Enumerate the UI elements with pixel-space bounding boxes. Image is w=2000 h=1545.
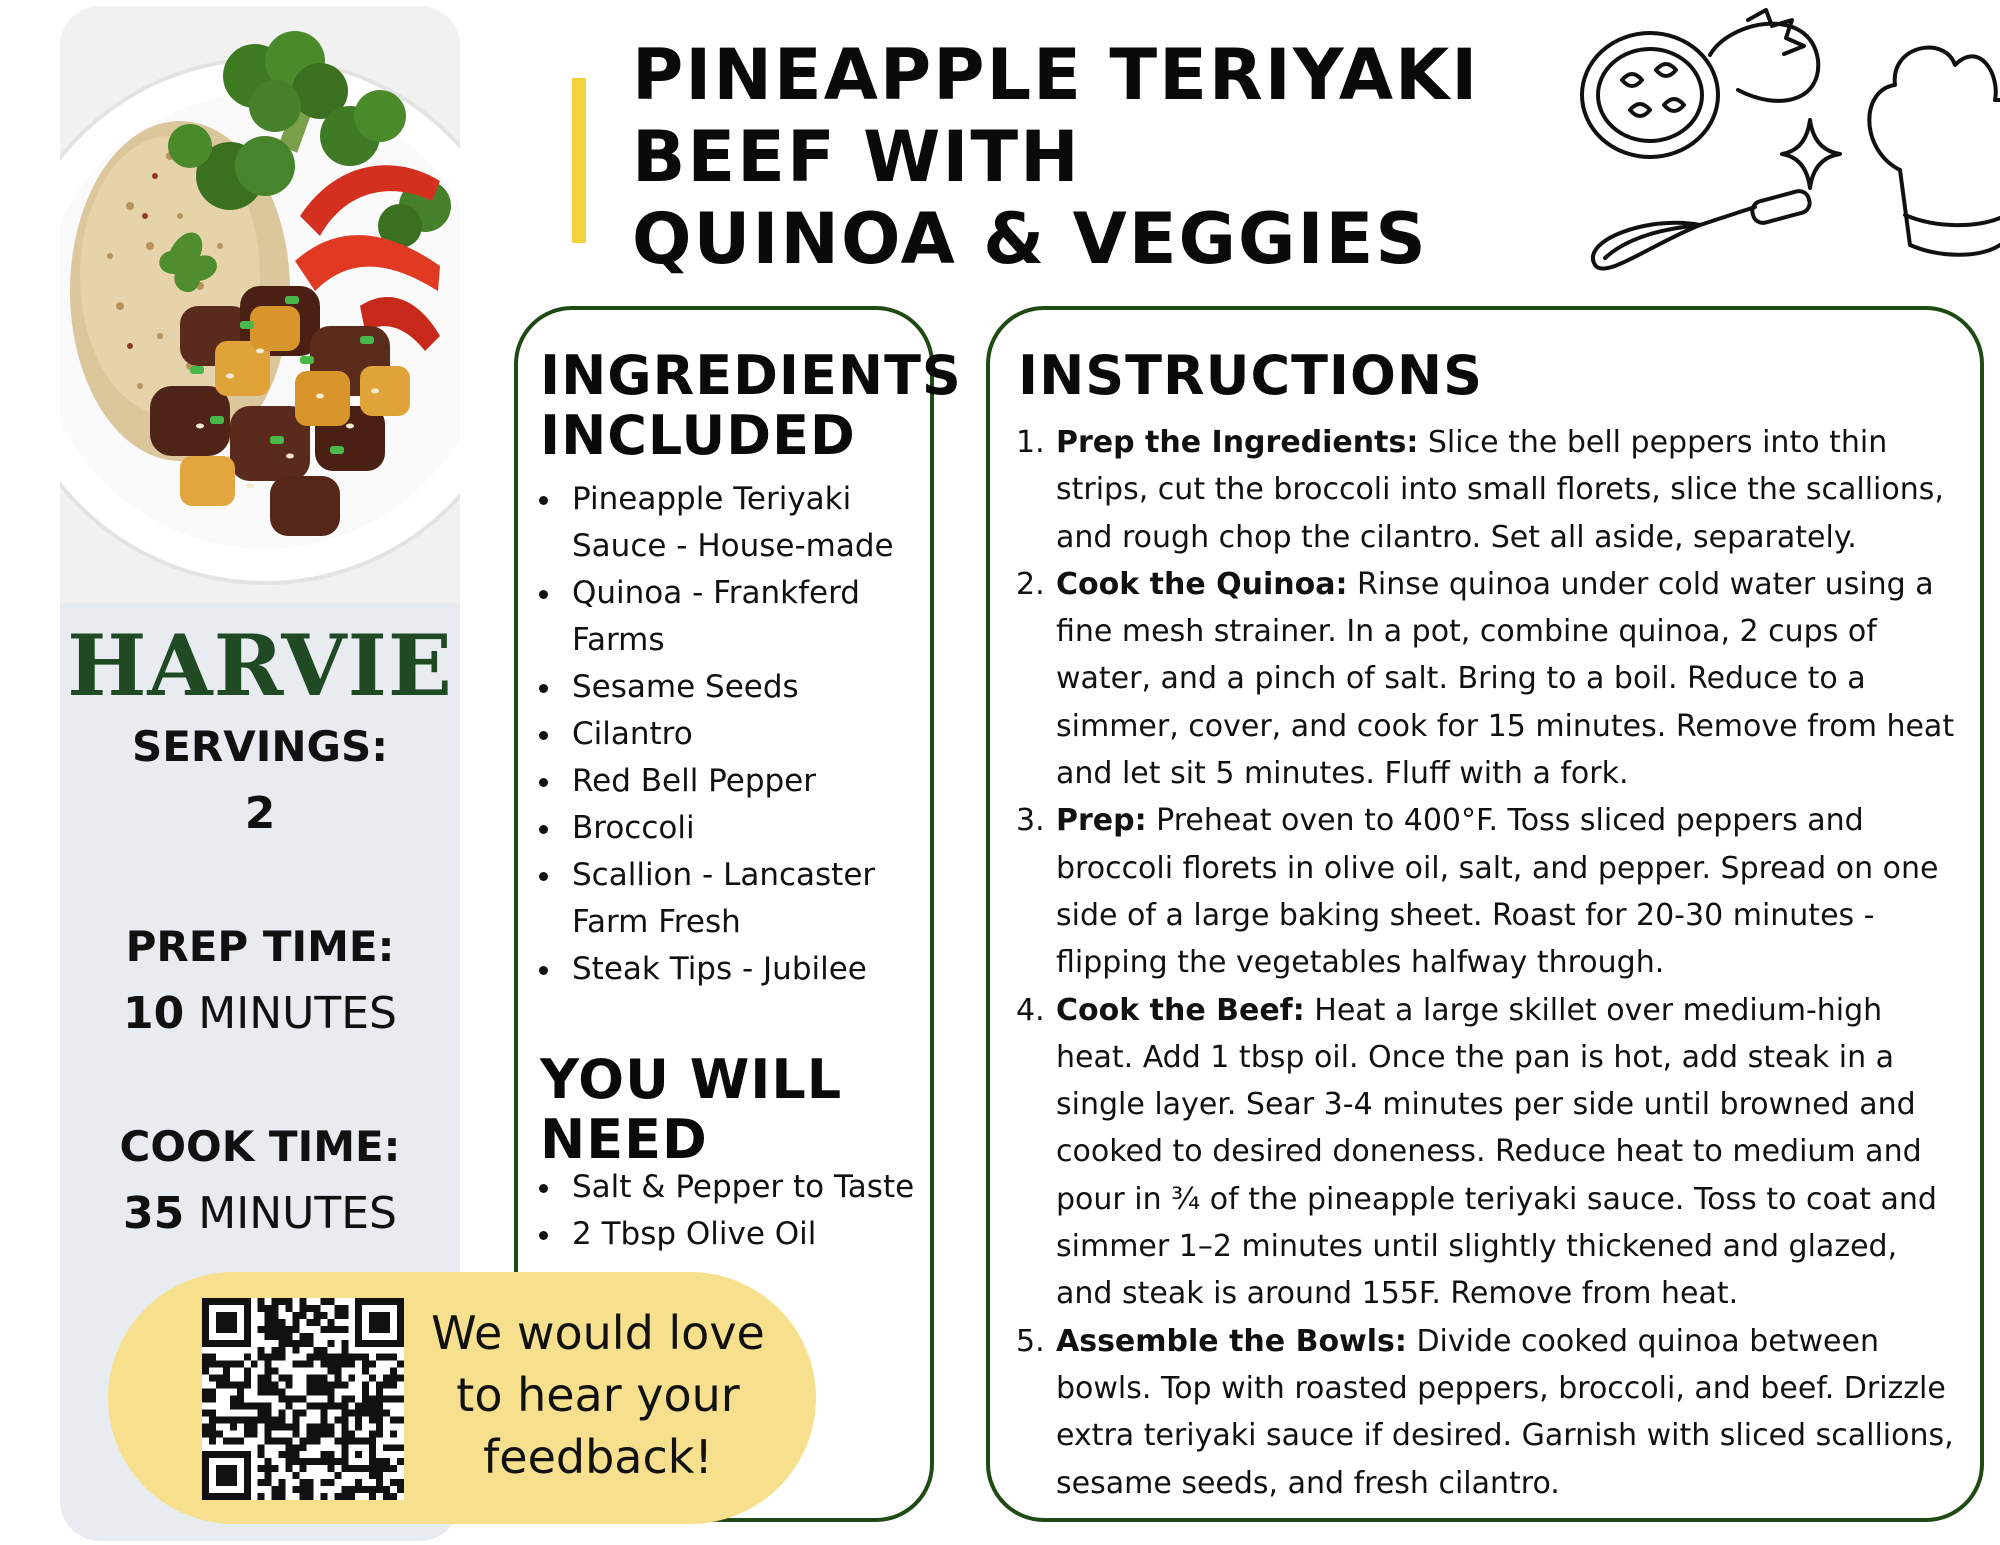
list-item: Red Bell Pepper [534,758,924,805]
title-line-2: BEEF WITH [632,116,1081,198]
instruction-step [1016,419,1958,561]
step-number: 5. [1016,1323,1045,1359]
list-item: Steak Tips - Jubilee [534,946,924,993]
ingredients-heading-line-1: INGREDIENTS [540,344,962,407]
sparkle-doodle [1782,120,1840,188]
instructions-heading: INSTRUCTIONS [1018,344,1483,407]
step-text: Heat a large skillet over medium-high heat. Add 1 tbsp oil. Once the pan is hot, add steak in a single layer. Sear 3-4 minutes per side until browned and cooked to desired doneness. Reduce heat to medium and pour in ¾ of the pineapple teriyaki sauce. Toss to coat and simmer 1–2 minutes until slightly thickened and glazed, and steak is around 155F. Remove from heat. [1056,992,1937,1312]
instruction-step [1016,561,1958,797]
list-item: Broccoli [534,805,924,852]
title-accent-bar [572,78,586,243]
you-will-need-heading [540,1050,842,1170]
prep-time-value [60,988,460,1039]
cook-time-unit: MINUTES [184,1188,397,1239]
step-text: Slice the bell peppers into thin strips, cut the broccoli into small florets, slice the scallions, and rough chop the cilantro. Set all aside, separately. [1056,425,1944,555]
feedback-line-3: feedback! [483,1430,713,1484]
step-number: 4. [1016,992,1045,1028]
step-text: Divide cooked quinoa between bowls. Top with roasted peppers, broccoli, and beef. Drizzle extra teriyaki sauce if desired. Garnish with sliced scallions, sesame seeds, and fresh cilantro. [1056,1323,1954,1501]
kitchen-doodles [1560,0,2000,285]
instruction-step [1016,987,1958,1318]
feedback-line-2: to hear your [456,1368,740,1422]
servings-label: SERVINGS: [131,722,389,771]
feedback-message [418,1302,778,1488]
step-number: 3. [1016,803,1045,839]
instructions-steps [1016,419,1958,1507]
you-will-need-list [534,1164,924,1258]
qr-code[interactable] [202,1298,404,1500]
step-text: Preheat oven to 400°F. Toss sliced peppers and broccoli florets in olive oil, salt, and pepper. Spread on one side of a large baking sheet. Roast for 20-30 minutes - flipping the vegetables halfway through. [1056,803,1939,981]
ingredients-list [534,476,924,993]
prep-time-unit: MINUTES [184,988,397,1039]
cook-time-value [60,1188,460,1239]
cook-time-label: COOK TIME: [119,1122,401,1171]
whisk-doodle [1593,189,1812,269]
list-item: Cilantro [534,711,924,758]
step-title: Prep: [1056,803,1147,839]
brand-logo: HARVIE [67,616,453,715]
cook-time-number: 35 [123,1188,185,1239]
list-item: Sesame Seeds [534,664,924,711]
ingredients-heading [540,346,962,466]
feedback-line-1: We would love [431,1306,765,1360]
dish-photo [60,6,460,603]
instruction-step [1016,1318,1958,1507]
step-title: Assemble the Bowls: [1056,1323,1407,1359]
list-item: 2 Tbsp Olive Oil [534,1211,924,1258]
prep-time-number: 10 [123,988,185,1039]
instruction-step [1016,797,1958,986]
step-title: Prep the Ingredients: [1056,425,1419,460]
feedback-banner [108,1272,816,1524]
title-line-3: QUINOA & VEGGIES [632,198,1428,280]
step-title: Cook the Quinoa: [1056,566,1348,602]
step-number: 2. [1016,566,1045,602]
instructions-panel [986,306,1984,1522]
list-item: Salt & Pepper to Taste [534,1164,924,1211]
title-line-1: PINEAPPLE TERIYAKI [632,34,1480,116]
step-title: Cook the Beef: [1056,992,1305,1028]
servings-value: 2 [244,788,276,839]
tomato-doodle [1582,10,1818,157]
step-text: Rinse quinoa under cold water using a fine mesh strainer. In a pot, combine quinoa, 2 cups of water, and a pinch of salt. Bring to a boil. Reduce to a simmer, cover, and cook for 15 minutes. Remove from heat and let sit 5 minutes. Fluff with a fork. [1056,566,1955,792]
ingredients-heading-line-2: INCLUDED [540,404,856,467]
you-will-need-heading-line-2: NEED [540,1108,708,1171]
recipe-title [632,34,1532,280]
list-item: Pineapple Teriyaki Sauce - House-made [534,476,924,570]
you-will-need-heading-line-1: YOU WILL [540,1048,843,1111]
list-item: Scallion - Lancaster Farm Fresh [534,852,924,946]
prep-time-label: PREP TIME: [125,922,395,971]
list-item: Quinoa - Frankferd Farms [534,570,924,664]
chef-hat-doodle [1869,48,2000,255]
step-number: 1. [1016,425,1045,460]
